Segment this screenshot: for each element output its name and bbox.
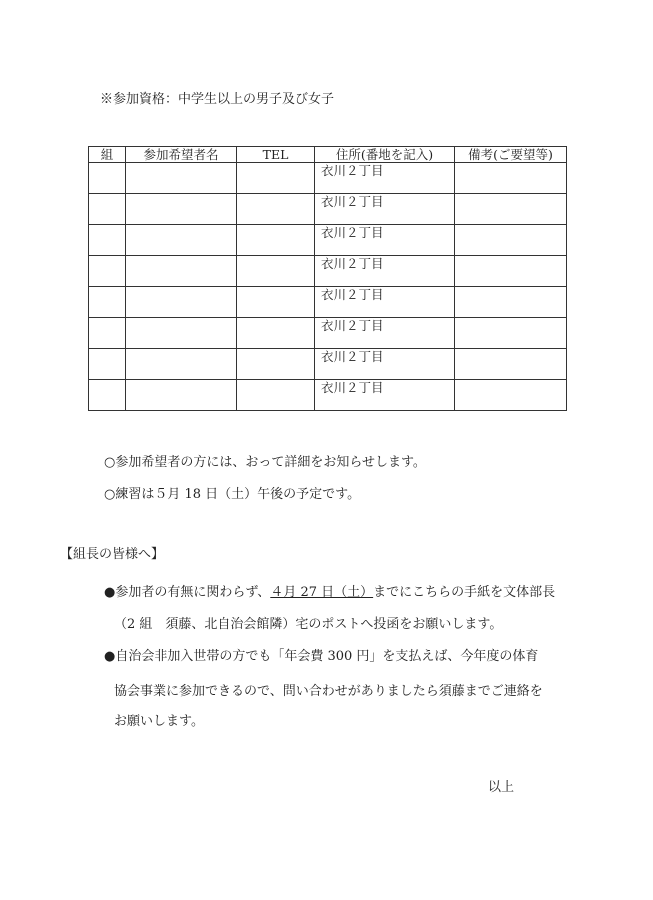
table-row xyxy=(89,163,567,194)
cell-tel xyxy=(237,349,315,380)
cell-notes xyxy=(455,349,567,380)
cell-applicant-name xyxy=(126,256,237,287)
bullet-1-post: までにこちらの手紙を文体部長 xyxy=(373,585,556,600)
cell-group xyxy=(89,256,126,287)
cell-notes xyxy=(455,318,567,349)
eligibility-note: ※参加資格：中学生以上の男子及び女子 xyxy=(100,92,335,107)
cell-group xyxy=(89,194,126,225)
note-details-later: ○参加希望者の方には、おって詳細をお知らせします。 xyxy=(104,455,426,470)
table-row xyxy=(89,225,567,256)
table-row xyxy=(89,287,567,318)
cell-applicant-name xyxy=(126,380,237,411)
cell-group xyxy=(89,225,126,256)
cell-group xyxy=(89,287,126,318)
table-row xyxy=(89,349,567,380)
header-address: 住所(番地を記入) xyxy=(315,147,455,163)
cell-group xyxy=(89,380,126,411)
cell-tel xyxy=(237,380,315,411)
table-header-row xyxy=(89,147,567,163)
cell-address: 衣川２丁目 xyxy=(315,256,455,287)
cell-notes xyxy=(455,194,567,225)
cell-applicant-name xyxy=(126,349,237,380)
header-applicant-name: 参加希望者名 xyxy=(126,147,237,163)
cell-address: 衣川２丁目 xyxy=(315,380,455,411)
table-row xyxy=(89,194,567,225)
cell-applicant-name xyxy=(126,318,237,349)
cell-tel xyxy=(237,163,315,194)
note-practice-date: ○練習は５月 18 日（土）午後の予定です。 xyxy=(104,487,361,502)
bullet-1-pre: ●参加者の有無に関わらず、 xyxy=(104,585,271,600)
cell-tel xyxy=(237,318,315,349)
cell-notes xyxy=(455,225,567,256)
cell-notes xyxy=(455,163,567,194)
bullet-nonmember-line-2: 協会事業に参加できるので、問い合わせがありましたら須藤までご連絡を xyxy=(114,684,543,699)
cell-address: 衣川２丁目 xyxy=(315,287,455,318)
cell-address: 衣川２丁目 xyxy=(315,194,455,225)
cell-address: 衣川２丁目 xyxy=(315,349,455,380)
closing-remark: 以上 xyxy=(488,780,515,795)
cell-applicant-name xyxy=(126,163,237,194)
cell-tel xyxy=(237,287,315,318)
leaders-heading: 【組長の皆様へ】 xyxy=(60,547,165,562)
cell-notes xyxy=(455,287,567,318)
bullet-submit-deadline xyxy=(104,581,555,600)
header-tel: TEL xyxy=(237,147,315,163)
cell-group xyxy=(89,318,126,349)
cell-tel xyxy=(237,194,315,225)
registration-table xyxy=(88,146,567,411)
deadline-date: ４月 27 日（土） xyxy=(270,585,374,600)
header-notes: 備考(ご要望等) xyxy=(455,147,567,163)
cell-address: 衣川２丁目 xyxy=(315,318,455,349)
table-row xyxy=(89,380,567,411)
table-row xyxy=(89,256,567,287)
cell-address: 衣川２丁目 xyxy=(315,225,455,256)
cell-group xyxy=(89,349,126,380)
bullet-nonmember-line-3: お願いします。 xyxy=(114,714,204,729)
table-row xyxy=(89,318,567,349)
cell-group xyxy=(89,163,126,194)
cell-applicant-name xyxy=(126,287,237,318)
cell-address: 衣川２丁目 xyxy=(315,163,455,194)
bullet-nonmember-line-1: ●自治会非加入世帯の方でも「年会費 300 円」を支払えば、今年度の体育 xyxy=(104,649,539,664)
bullet-submit-location: （2 組 須藤、北自治会館隣）宅のポストへ投函をお願いします。 xyxy=(114,617,503,632)
cell-tel xyxy=(237,225,315,256)
header-group: 組 xyxy=(89,147,126,163)
cell-notes xyxy=(455,256,567,287)
cell-applicant-name xyxy=(126,225,237,256)
cell-notes xyxy=(455,380,567,411)
cell-tel xyxy=(237,256,315,287)
cell-applicant-name xyxy=(126,194,237,225)
